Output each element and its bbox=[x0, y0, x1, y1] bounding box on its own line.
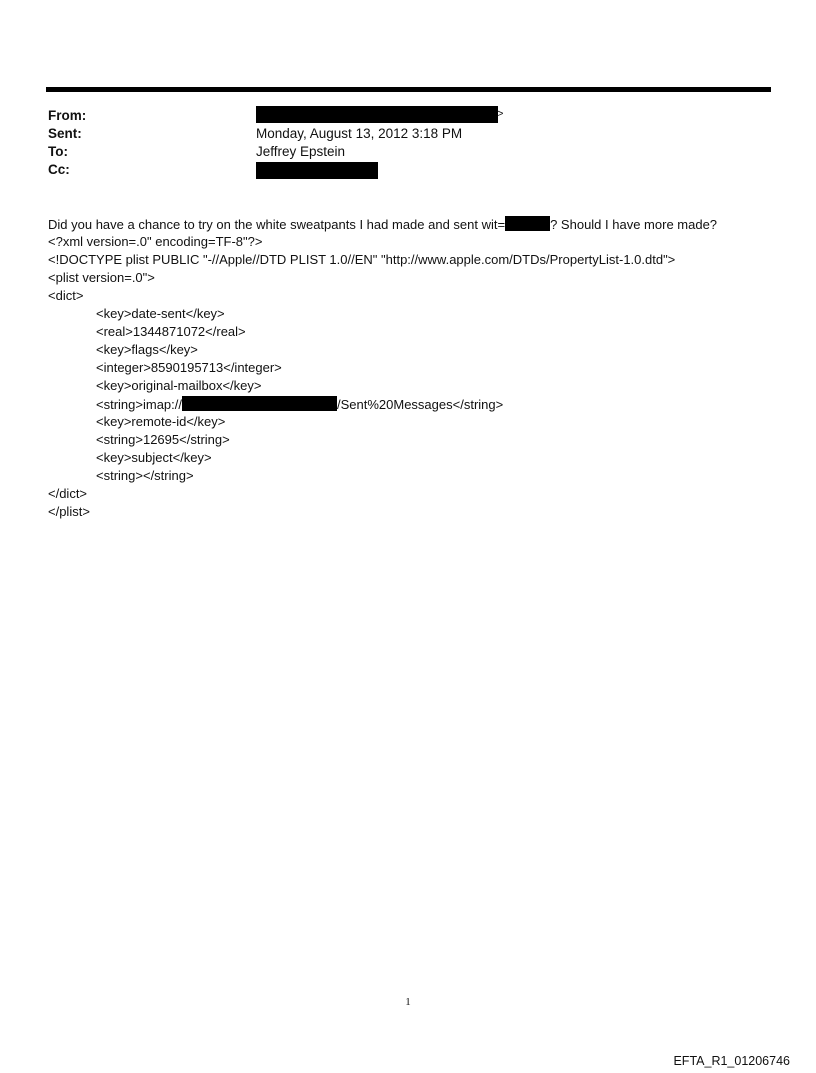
real-value: <real>1344871072</real> bbox=[96, 324, 246, 339]
plist-open: <plist version=.0"> bbox=[48, 270, 155, 285]
message-line-1-pre: Did you have a chance to try on the white sweatpants I had made and sent wit= bbox=[48, 217, 506, 232]
xml-decl: <?xml version=.0" encoding=TF-8"?> bbox=[48, 234, 263, 249]
to-value: Jeffrey Epstein bbox=[256, 144, 346, 159]
redaction-imap bbox=[182, 396, 337, 411]
key-remote-id: <key>remote-id</key> bbox=[96, 414, 226, 429]
key-subject: <key>subject</key> bbox=[96, 450, 212, 465]
dict-open: <dict> bbox=[48, 288, 84, 303]
redaction-from bbox=[256, 106, 498, 123]
sent-value: Monday, August 13, 2012 3:18 PM bbox=[256, 126, 463, 141]
from-label: From: bbox=[48, 108, 87, 123]
document-id: EFTA_R1_01206746 bbox=[673, 1054, 790, 1068]
plist-close: </plist> bbox=[48, 504, 90, 519]
to-label: To: bbox=[48, 144, 68, 159]
string-subject: <string></string> bbox=[96, 468, 194, 483]
redaction-cc bbox=[256, 162, 378, 179]
key-date-sent: <key>date-sent</key> bbox=[96, 306, 225, 321]
message-line-1 bbox=[48, 216, 717, 232]
from-tail: > bbox=[497, 108, 504, 120]
doctype-line: <!DOCTYPE plist PUBLIC "-//Apple//DTD PLIST 1.0//EN" "http://www.apple.com/DTDs/PropertyList-1.0.dtd"> bbox=[48, 252, 676, 267]
integer-value: <integer>8590195713</integer> bbox=[96, 360, 282, 375]
page-number: 1 bbox=[405, 996, 411, 1008]
key-original-mailbox: <key>original-mailbox</key> bbox=[96, 378, 262, 393]
dict-close: </dict> bbox=[48, 486, 88, 501]
cc-label: Cc: bbox=[48, 162, 70, 177]
header-rule bbox=[46, 87, 771, 92]
key-flags: <key>flags</key> bbox=[96, 342, 198, 357]
string-remote-id: <string>12695</string> bbox=[96, 432, 230, 447]
sent-label: Sent: bbox=[48, 126, 82, 141]
redaction-inline bbox=[505, 216, 550, 231]
imap-post: /Sent%20Messages</string> bbox=[337, 397, 504, 412]
message-line-1-post: ? Should I have more made? bbox=[550, 217, 718, 232]
imap-pre: <string>imap:// bbox=[96, 397, 182, 412]
imap-line bbox=[96, 396, 503, 412]
